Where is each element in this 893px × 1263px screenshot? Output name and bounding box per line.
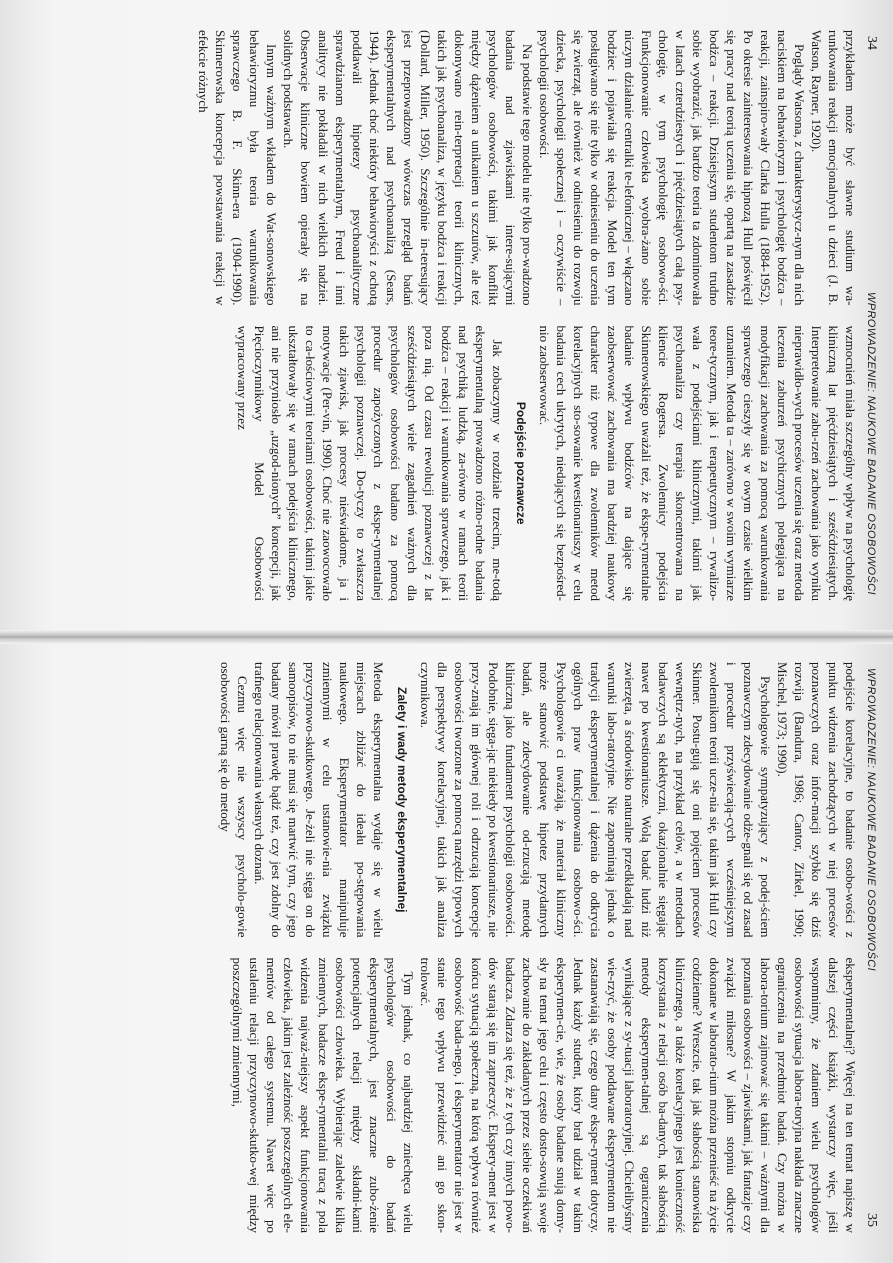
text-column-right: [14, 958, 859, 1234]
section-heading: Zalety i wady metody eksperymentalnej: [394, 687, 409, 913]
text-column-right: [14, 326, 859, 602]
paragraph: Na podstawie tego modelu nie tylko pro-wadzono badania nad zjawiskami intere-sującymi psychologów osobowości, takimi jak konflikt między dążeniem a unikaniem u szczurów, ale też dokonywano rein-terpretacji teorii klinicznych, takich jak psychoanaliza, w języku bodźca i reakcji (Dollard, Miller, 1950). Szczególnie in-teresujący jest przeprowadzony wówczas przegląd badań eksperymentalnych nad psychoanalizą (Sears, 1944). Jednak choć niektóry behawioryści z ochotą poddawali hipotezy psychoanalityczne sprawdzianom eksperymentalnym, Freud i inni analitycy nie pokładali w nich wielkich nadziei. Obserwacje kliniczne bowiem opierały się na solidnych podstawach.: [281, 30, 535, 306]
page-35-region: [0, 632, 893, 1263]
paragraph: Tym jednak, co najbardziej zniechęca wielu psychologów osobowości do badań eksperymentalnych, jest znaczne zubo-żenie potencjalnych relacji między składni-kami osobowości człowieka. Wybierając zaledwie kilka zmiennych, badacze ekspe-rymentalni tracą z pola widzenia najważ-niejszy aspekt funkcjonowania człowieka, jakim jest zależność poszczególnych ele-mentów od całego systemu. Nawet więc po ustaleniu relacji przyczynowo-skutko-wej między poszczególnymi zmiennymi,: [230, 957, 416, 1233]
page-number: 35: [864, 1213, 879, 1227]
page-body: [14, 30, 859, 601]
paragraph: Poglądy Watsona, z charakterystycz-nym dla nich naciskiem na behawioryzm i psychologię bodźca – reakcji, zainspiro-wały Clarka Hulla (1884-1952). Po okresie zainteresowania hipnozą Hull poświęcił się pracy nad teorią uczenia się, opartą na zasadzie bodźca – reakcji. Dzisiejszym studentom trudno sobie wyobrazić, jak bardzo teoria ta zdominowała w latach czterdziestych i pięćdziesiątych całą psy-chologię, w tym psychologię osobowo-ści. Funkcjonowanie człowieka wyobra-żano sobie niczym działanie centralki te-lefonicznej – włączano bodziec i pojawiała się reakcja. Model ten tym posługiwano się nie tylko w odniesieniu do uczenia się zwierząt, ale również w odniesieniu do rozwoju dziecka, psychologii społecznej i – oczywiście – psychologii osobowości.: [536, 30, 807, 306]
running-head: WPROWADZENIE: NAUKOWE BADANIE OSOBOWOŚCI: [865, 291, 877, 595]
page-number: 34: [864, 36, 879, 50]
section-heading: Podejście poznawcze: [513, 401, 528, 525]
text-column-left: [14, 30, 859, 306]
paragraph: Metoda eksperymentalna wydaje się w wielu miejscach zbliżać do ideału po-stępowania naukowego. Eksperymentator manipuluje zmiennymi w celu ustanowie-nia związku przyczynowo-skutkowego. Je-żeli nie sięga on do samoopisów, to nie musi się martwić tym, czy jego badany mówił prawdę bądź też, czy jest zdolny do trafnego relacjonowania własnych doznań.: [251, 662, 386, 938]
page-34: [0, 0, 893, 631]
page-35: [0, 632, 893, 1263]
paragraph: wzmocnień miała szczególny wpływ na psychologię kliniczną lat pięćdziesiątych i sześćdziesiątych. Interpretowanie zabu-rzeń zachowania jako wyniku nieprawidło-wych procesów uczenia się oraz metoda leczenia zaburzeń psychicznych polegająca na modyfikacji zachowania za pomocą warunkowania sprawczego cieszyły się w owym czasie wielkim uznaniem. Metoda ta – zarówno w swoim wymiarze teore-tycznym, jak i terapeutycznym – rywalizo-wała z podejściami klinicznymi, takimi jak psychoanaliza czy terapia skoncentrowana na kliencie Rogersa. Zwolennicy podejścia Skinnerowskiego uważali też, że ekspe-rymentalne badanie wpływu bodźców na dające się zaobserwować zachowania ma bardziej naukowy charakter niż typowe dla zwolenników metod korelacyjnych sto-sowanie kwestionariuszy w celu badania cech ukrytych, niedających się bezpośred-nio zaobserwować.: [536, 325, 858, 601]
paragraph: przykładem może być sławne studium wa-runkowania reakcji emocjonalnych u dzieci (J. B. Watson, Rayner, 1920).: [808, 30, 858, 306]
paragraph: Psychologowie sympatyzujący z podej-ściem poznawczym zdecydowanie odże-gnali się od zasad i procedur przyświecają-cych wcześniejszym zwolennikom teorii ucze-nia się, takim jak Hull czy Skinner. Postu-gują się oni pojęciem procesów wewnętrz-nych, na przykład celów, a w metodach badawczych są eklektyczni, okazjonalnie sięgając nawet po kwestionariusze. Wolą badać ludzi niż zwierzęta, a środowisko naturalne przedkładają nad warunki labo-ratoryjne. Nie zapominają jednak o tradycji eksperymentalnej i dążenia do odkrycia ogólnych praw funkcjonowania osobowo-ści. Psychologowie ci uważają, że materiał kliniczny może stanowić podstawę hipotez przydatnych badań, ale zdecydowanie od-rzucają metodę kliniczną jako fundament psychologii osobowości. Podobnie, sięga-jąc niekiedy po kwestionariusze, nie przy-znają im głównej roli i odrzucają koncepcje osobowości tworzone za pomocą narzędzi typowych dla perspektywy korelacyjnej, takich jak analiza czynnikowa.: [417, 662, 773, 938]
paragraph: podejście korelacyjne, to badanie osobo-wości z punktu widzenia zachodzących w niej procesów poznawczych oraz infor-macji szybko się dziś rozwija (Bandura, 1986; Cantor, Zirkel, 1990; Mischel, 1973; 1990).: [774, 662, 858, 938]
paragraph: Innym ważnym wkładem do Wat-sonowskiego behawioryzmu była teoria warunkowania sprawczego B. F. Skinn-era (1904-1990). Skinnerowska koncepcja powstawania reakcji w efekcie różnych: [196, 30, 280, 306]
running-head: WPROWADZENIE: NAUKOWE BADANIE OSOBOWOŚCI: [865, 668, 877, 972]
paragraph: Jak zobaczymy w rozdziale trzecim, me-todą eksperymentalną prowadzono różno-rodne badania nad psychiką ludzką, za-równo w ramach teorii bodźca – reakcji i warunkowania sprawczego, jak i poza nią. Od czasu rewolucji poznawczej z lat sześćdziesiątych wiele zagadnień ważnych dla psychologów osobowości badano za pomocą procedur zapożyczonych z ekspe-rymentalnej psychologii poznawczej. Do-tyczy to zwłaszcza takich zjawisk, jak procesy nieświadome, ja i motywacje (Per-vin, 1990). Choć nie zaowocowało to ca-łościowymi teoriami osobowości, takimi jakie ukształtowały się w ramach podejścia klinicznego, ani nie przyniosło „uzgod-nionych” koncepcji, jak Pięcioczynnikowy Model Osobowości wypracowany przez: [234, 325, 505, 601]
page-34-region: [0, 0, 893, 631]
text-column-left: [14, 662, 859, 938]
paragraph: eksperymentalnej? Więcej na ten temat napiszę w dalszej części książki, wystarczy więc, jeśli wspomnimy, że zdaniem wielu psychologów osobowości sytuacja labora-toryjna nakłada znaczne ograniczenia na przedmiot badań. Czy można w labora-torium zajmować się takimi – ważnymi dla poznania osobowości – zjawiskami, jak fantazje czy związki miłosne? W jakim stopniu odkrycie dokonane w laborato-rium można przenieść na życie codzienne? Wreszcie, tak jak słabością stanowiska klinicznego, a także korelacyjnego jest konieczność korzystania z relacji osób ba-danych, tak słabością metody eksperymen-talnej są ograniczenia wynikające z sy-tuacji laboratoryjnej. Chcielibyśmy wie-rzyć, że osoby poddawane eksperymentom nie zastanawiają się, czego dany ekspe-ryment dotyczy. Jednak każdy student, który brał udział w takim eksperymen-cie, wie, że osoby badane snują domy-sły na temat jego celu i często dosto-sowują swoje zachowanie do zakładanych przez siebie oczekiwań badacza. Zdarza się też, że z tych czy innych powo-dów starają się im zaprzeczyć. Ekspery-ment jest w końcu sytuacją społeczną, na którą wpływa również osobowość bada-nego, i eksperymentator nie jest w stanie tego wpływu przewidzieć ani go skon-trolować.: [417, 957, 858, 1233]
page-body: [14, 662, 859, 1233]
paragraph: Cezmu więc nie wszyscy psycholo-gowie osobowości garną się do metody: [217, 662, 250, 938]
